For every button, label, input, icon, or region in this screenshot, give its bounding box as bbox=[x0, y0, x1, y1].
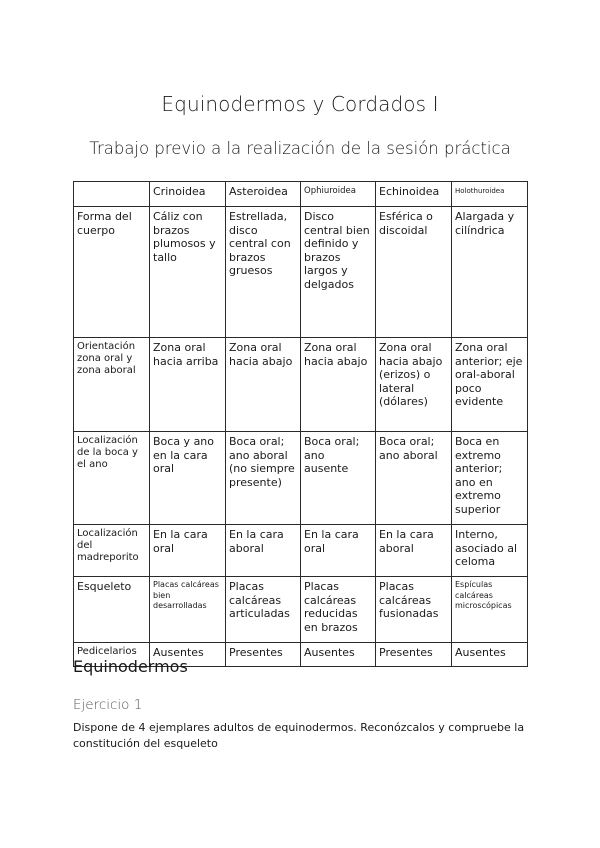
row-header-esqueleto: Esqueleto bbox=[74, 577, 150, 643]
page-subtitle: Trabajo previo a la realización de la sesión práctica bbox=[89, 139, 511, 158]
table-cell: Disco central bien definido y brazos largos y delgados bbox=[301, 207, 376, 338]
table-cell: Placas calcáreas articuladas bbox=[226, 577, 301, 643]
table-cell: Boca en extremo anterior; ano en extremo superior bbox=[452, 432, 528, 525]
row-header-localizacion-boca: Localización de la boca y el ano bbox=[74, 432, 150, 525]
table-cell: Zona oral anterior; eje oral-aboral poco evidente bbox=[452, 338, 528, 432]
table-corner-cell bbox=[74, 182, 150, 207]
column-header-holothuroidea: Holothuroidea bbox=[452, 182, 528, 207]
table-cell: Alargada y cilíndrica bbox=[452, 207, 528, 338]
table-cell: En la cara aboral bbox=[226, 525, 301, 577]
table-cell: En la cara oral bbox=[150, 525, 226, 577]
table-cell: Zona oral hacia abajo bbox=[226, 338, 301, 432]
table-cell: Esférica o discoidal bbox=[376, 207, 452, 338]
page-title: Equinodermos y Cordados I bbox=[161, 92, 439, 116]
table-row bbox=[74, 525, 528, 577]
table-cell: Ausentes bbox=[301, 643, 376, 667]
row-header-orientacion: Orientación zona oral y zona aboral bbox=[74, 338, 150, 432]
table-cell: Boca oral; ano aboral bbox=[376, 432, 452, 525]
table-cell: Zona oral hacia arriba bbox=[150, 338, 226, 432]
row-header-pedicelarios: Pedicelarios bbox=[74, 643, 150, 667]
table-cell: Boca y ano en la cara oral bbox=[150, 432, 226, 525]
exercise-text: Dispone de 4 ejemplares adultos de equinodermos. Reconózcalos y compruebe la constitución del esqueleto bbox=[73, 721, 525, 750]
row-header-madreporito: Localización del madreporito bbox=[74, 525, 150, 577]
table-cell: Zona oral hacia abajo bbox=[301, 338, 376, 432]
table-cell: Placas calcáreas fusionadas bbox=[376, 577, 452, 643]
table-cell: Zona oral hacia abajo (erizos) o lateral (dólares) bbox=[376, 338, 452, 432]
column-header-asteroidea: Asteroidea bbox=[226, 182, 301, 207]
table-cell: En la cara oral bbox=[301, 525, 376, 577]
column-header-crinoidea: Crinoidea bbox=[150, 182, 226, 207]
table-cell: En la cara aboral bbox=[376, 525, 452, 577]
table-cell: Placas calcáreas bien desarrolladas bbox=[150, 577, 226, 643]
comparison-table bbox=[73, 181, 528, 667]
table-cell: Espículas calcáreas microscópicas bbox=[452, 577, 528, 643]
table-cell: Estrellada, disco central con brazos gruesos bbox=[226, 207, 301, 338]
table-cell: Cáliz con brazos plumosos y tallo bbox=[150, 207, 226, 338]
column-header-ophiuroidea: Ophiuroidea bbox=[301, 182, 376, 207]
table-cell: Ausentes bbox=[150, 643, 226, 667]
table-cell: Placas calcáreas reducidas en brazos bbox=[301, 577, 376, 643]
column-header-echinoidea: Echinoidea bbox=[376, 182, 452, 207]
table-cell: Ausentes bbox=[452, 643, 528, 667]
table-row bbox=[74, 432, 528, 525]
table-row bbox=[74, 577, 528, 643]
section-heading: Equinodermos bbox=[73, 657, 188, 676]
row-header-forma: Forma del cuerpo bbox=[74, 207, 150, 338]
exercise-heading: Ejercicio 1 bbox=[73, 697, 143, 713]
table-cell: Boca oral; ano aboral (no siempre presente) bbox=[226, 432, 301, 525]
table-cell: Boca oral; ano ausente bbox=[301, 432, 376, 525]
table-row bbox=[74, 207, 528, 338]
table-header-row bbox=[74, 182, 528, 207]
table-row bbox=[74, 338, 528, 432]
table-cell: Interno, asociado al celoma bbox=[452, 525, 528, 577]
table-cell: Presentes bbox=[226, 643, 301, 667]
table-cell: Presentes bbox=[376, 643, 452, 667]
